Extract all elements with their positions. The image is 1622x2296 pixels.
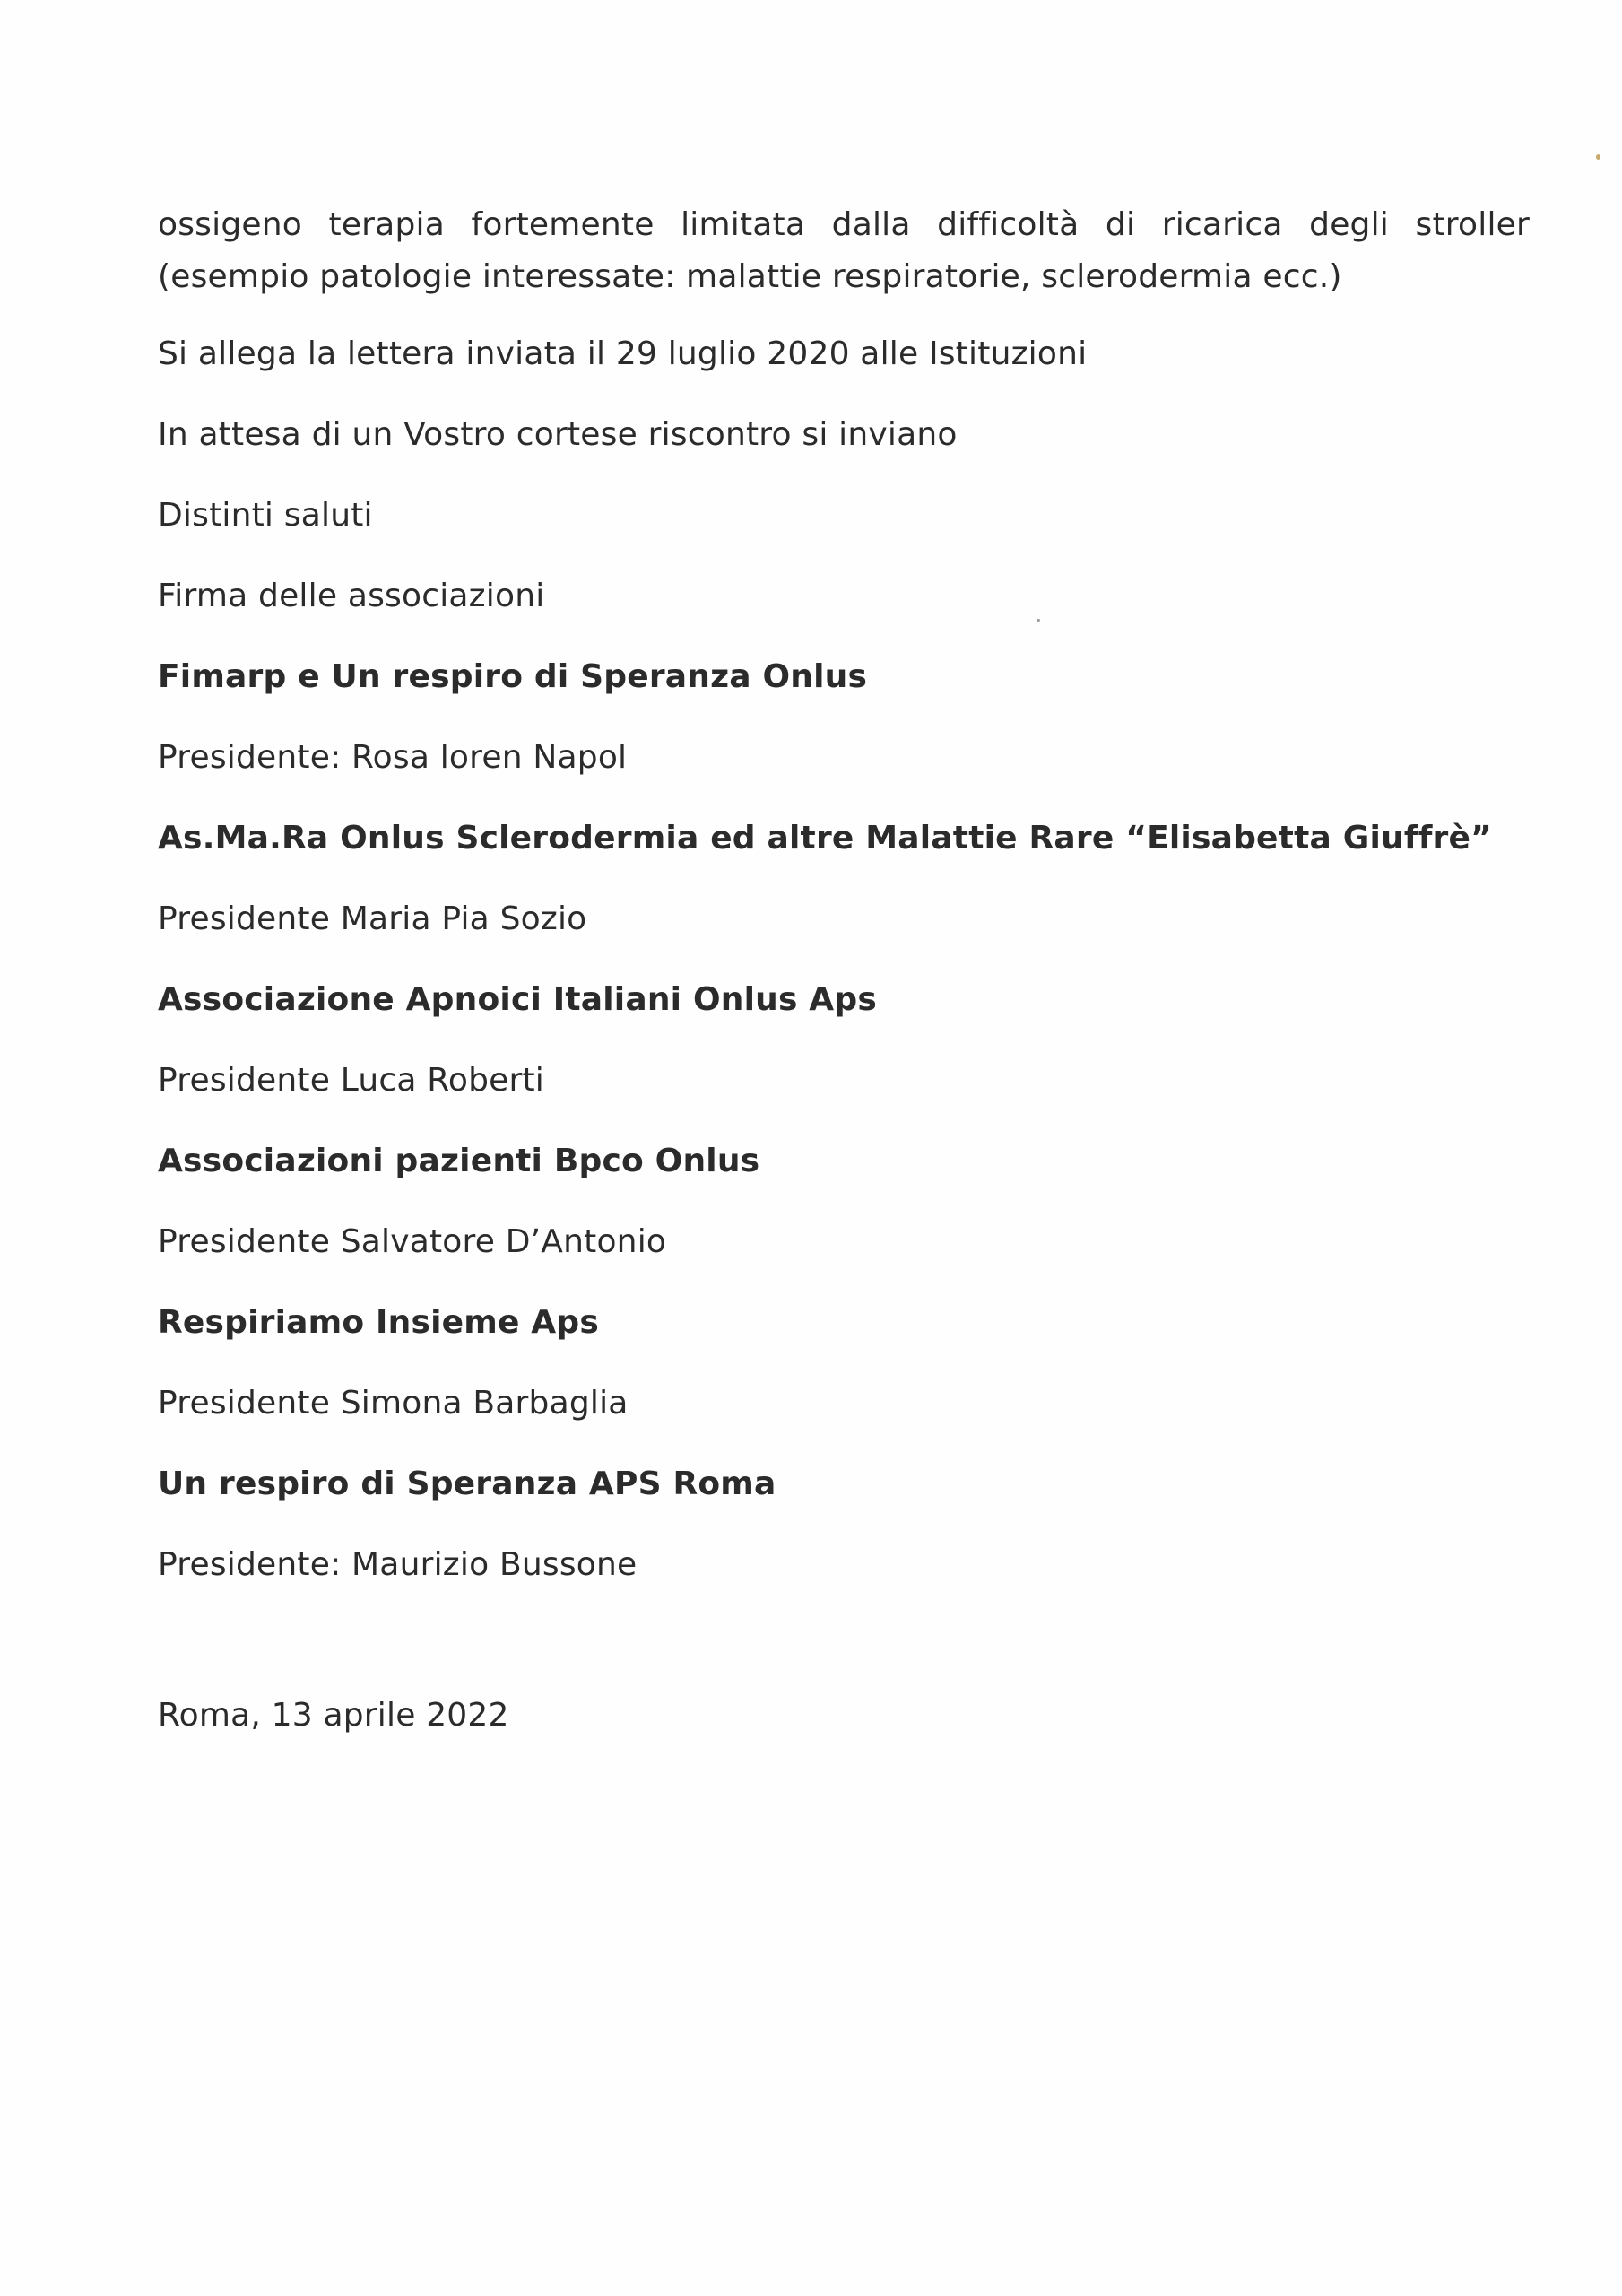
association-name: Fimarp e Un respiro di Speranza Onlus: [158, 658, 868, 695]
association-name: Associazioni pazienti Bpco Onlus: [158, 1143, 760, 1179]
association-president: Presidente: Maurizio Bussone: [158, 1546, 638, 1583]
waiting-line: In attesa di un Vostro cortese riscontro si inviano: [158, 416, 958, 453]
intro-paragraph: ossigeno terapia fortemente limitata dalla difficoltà di ricarica degli stroller (esempio patologie interessate: malattie respiratorie, sclerodermia ecc.): [158, 206, 1530, 295]
signature-heading: Firma delle associazioni: [158, 578, 545, 614]
place-date: Roma, 13 aprile 2022: [158, 1697, 509, 1734]
association-president: Presidente Simona Barbaglia: [158, 1385, 629, 1422]
scan-speck: [1596, 154, 1600, 160]
association-president: Presidente Maria Pia Sozio: [158, 900, 587, 937]
association-name: Un respiro di Speranza APS Roma: [158, 1465, 776, 1502]
association-president: Presidente Salvatore D’Antonio: [158, 1223, 667, 1260]
greeting: Distinti saluti: [158, 497, 373, 534]
attachment-line: Si allega la lettera inviata il 29 luglio 2020 alle Istituzioni: [158, 335, 1088, 372]
association-president: Presidente: Rosa loren Napol: [158, 739, 628, 776]
association-name: As.Ma.Ra Onlus Sclerodermia ed altre Malattie Rare “Elisabetta Giuffrè”: [158, 820, 1492, 857]
association-president: Presidente Luca Roberti: [158, 1062, 544, 1099]
document-body: [158, 199, 1530, 1770]
association-name: Associazione Apnoici Italiani Onlus Aps: [158, 981, 877, 1018]
association-name: Respiriamo Insieme Aps: [158, 1304, 599, 1341]
